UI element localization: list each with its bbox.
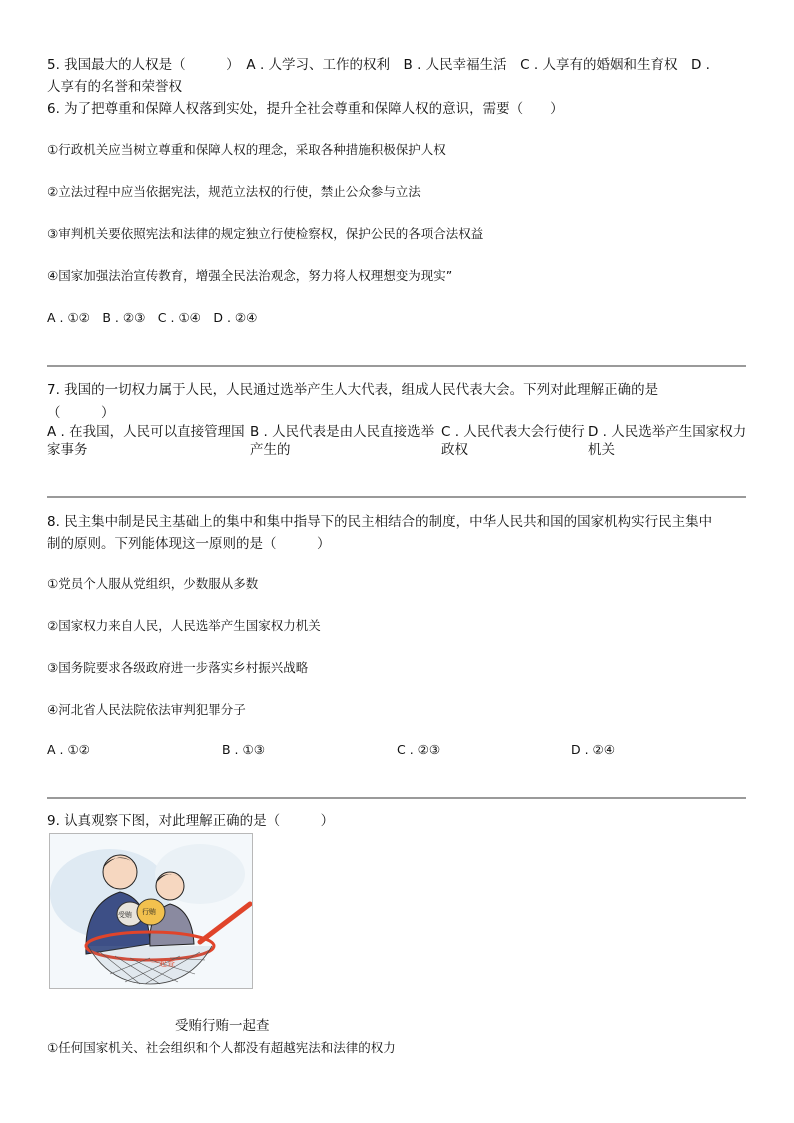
cartoon-figure (49, 833, 253, 989)
q8-stem-line1: 8. 民主集中制是民主基础上的集中和集中指导下的民主相结合的制度，中华人民共和国的国家机构实行民主集中 (47, 514, 713, 530)
divider (47, 797, 746, 799)
q9-item-1: ①任何国家机关、社会组织和个人都没有超越宪法和法律的权力 (47, 1040, 396, 1055)
q7-option-c: C . 人民代表大会行使行政权 (441, 424, 585, 458)
left-bag-label: 受贿 (118, 911, 132, 919)
q7-stem: 7. 我国的一切权力属于人民，人民通过选举产生人大代表，组成人民代表大会。下列对此理解正确的是 (47, 382, 659, 398)
q8-item-2: ②国家权力来自人民，人民选举产生国家权力机关 (47, 618, 321, 633)
q8-item-3: ③国务院要求各级政府进一步落实乡村振兴战略 (47, 660, 309, 675)
right-bag-label: 行贿 (142, 908, 156, 916)
q8-item-1: ①党员个人服从党组织，少数服从多数 (47, 576, 259, 591)
q5-line1: 5. 我国最大的人权是（ ） A . 人学习、工作的权利 B . 人民幸福生活 C . 人享有的婚姻和生育权 D . (47, 57, 710, 73)
q8-option-b: B . ①③ (222, 742, 265, 757)
q6-item-4: ④国家加强法治宣传教育，增强全民法治观念，努力将人权理想变为现实” (47, 268, 453, 283)
q6-options: A . ①② B . ②③ C . ①④ D . ②④ (47, 310, 258, 325)
net-mesh (88, 946, 212, 984)
net-handle (200, 904, 250, 942)
q8-option-d: D . ②④ (571, 742, 615, 757)
figure-caption: 受贿行贿一起查 (175, 1018, 270, 1034)
left-man-head (103, 855, 137, 889)
q8-stem-line2: 制的原则。下列能体现这一原则的是（ ） (47, 536, 331, 552)
q7-paren: （ ） (47, 405, 115, 421)
q7-option-d: D . 人民选举产生国家权力机关 (588, 424, 747, 458)
q9-stem: 9. 认真观察下图，对此理解正确的是（ ） (47, 813, 335, 829)
q5-line2: 人享有的名誉和荣誉权 (47, 79, 182, 95)
q8-option-c: C . ②③ (397, 742, 441, 757)
q7-option-b: B . 人民代表是由人民直接选举产生的 (250, 424, 435, 458)
q8-item-4: ④河北省人民法院依法审判犯罪分子 (47, 702, 246, 717)
q6-item-3: ③审判机关要依照宪法和法律的规定独立行使检察权，保护公民的各项合法权益 (47, 226, 484, 241)
net-label: 一起查 (151, 959, 175, 968)
q6-item-2: ②立法过程中应当依据宪法，规范立法权的行使，禁止公众参与立法 (47, 184, 421, 199)
right-man-head (156, 872, 184, 900)
divider (47, 365, 746, 367)
q8-option-a: A . ①② (47, 742, 90, 757)
divider (47, 496, 746, 498)
q6-item-1: ①行政机关应当树立尊重和保障人权的理念，采取各种措施积极保护人权 (47, 142, 446, 157)
q7-option-a: A . 在我国，人民可以直接管理国家事务 (47, 424, 245, 458)
q6-stem: 6. 为了把尊重和保障人权落到实处，提升全社会尊重和保障人权的意识，需要（ ） (47, 101, 564, 117)
